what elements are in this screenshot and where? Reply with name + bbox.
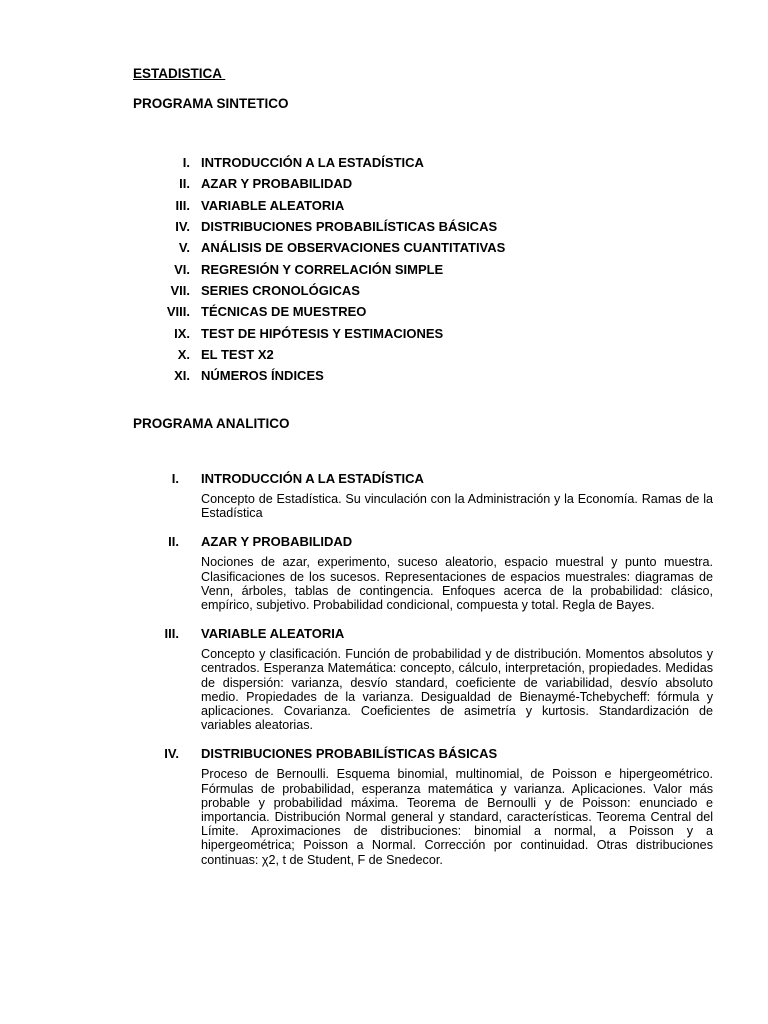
sintetico-item-number: VI. <box>174 261 190 277</box>
sintetico-item-label: INTRODUCCIÓN A LA ESTADÍSTICA <box>201 155 424 171</box>
sintetico-item-label: TEST DE HIPÓTESIS Y ESTIMACIONES <box>201 325 444 341</box>
sintetico-item <box>133 365 653 386</box>
sintetico-item <box>133 301 653 322</box>
sintetico-item <box>133 280 653 301</box>
unit-number: II. <box>168 534 179 550</box>
sintetico-heading: PROGRAMA SINTETICO <box>133 96 289 111</box>
unit-description: Concepto y clasificación. Función de probabilidad y de distribución. Momentos absolutos y centrados. Esperanza Matemática: concepto, cálculo, interpretación, propiedades. Medidas de dispersión: varianza, desvío standard, coeficiente de variabilidad, desvío absoluto medio. Propiedades de la varianza. Desigualdad de Bienaymé-Tchebycheff: fórmula y aplicaciones. Covarianza. Coeficientes de asimetría y kurtosis. Standardización de variables aleatorias. <box>201 647 713 733</box>
sintetico-item-label: TÉCNICAS DE MUESTREO <box>201 304 367 320</box>
unit-heading <box>133 534 713 550</box>
unit-number: IV. <box>164 746 179 762</box>
analitico-heading: PROGRAMA ANALITICO <box>133 416 290 431</box>
sintetico-item-label: NÚMEROS ÍNDICES <box>201 368 324 384</box>
unit-description: Nociones de azar, experimento, suceso aleatorio, espacio muestral y punto muestra. Clasificaciones de los sucesos. Representaciones de espacios muestrales: diagramas de Venn, árboles, tablas de contingencia. Enfoques acerca de la probabilidad: clásico, empírico, subjetivo. Probabilidad condicional, compuesta y total. Regla de Bayes. <box>201 555 713 613</box>
unit-number: I. <box>171 471 179 486</box>
sintetico-item-label: VARIABLE ALEATORIA <box>201 197 345 213</box>
sintetico-item <box>133 344 653 365</box>
analitico-unit <box>133 626 713 732</box>
sintetico-item-label: SERIES CRONOLÓGICAS <box>201 282 360 298</box>
sintetico-item-label: REGRESIÓN Y CORRELACIÓN SIMPLE <box>201 261 444 277</box>
document-title: ESTADISTICA <box>133 66 226 81</box>
sintetico-item <box>133 258 653 279</box>
unit-title: AZAR Y PROBABILIDAD <box>201 534 353 550</box>
unit-number: III. <box>164 626 179 642</box>
sintetico-item <box>133 152 653 173</box>
sintetico-item-number: VIII. <box>166 304 190 320</box>
sintetico-list <box>133 152 653 386</box>
unit-title: INTRODUCCIÓN A LA ESTADÍSTICA <box>201 471 424 486</box>
sintetico-item-label: AZAR Y PROBABILIDAD <box>201 176 353 192</box>
unit-heading <box>133 746 713 762</box>
sintetico-item <box>133 173 653 194</box>
sintetico-item-number: IV. <box>175 219 190 235</box>
unit-description: Proceso de Bernoulli. Esquema binomial, multinomial, de Poisson e hipergeométrico. Fórmulas de probabilidad, esperanza matemática y varianza. Aplicaciones. Valor más probable y probabilidad máxima. Teorema de Bernoulli y de Poisson: enunciado e importancia. Distribución Normal general y standard, características. Teorema Central del Límite. Aproximaciones de distribuciones: binomial a normal, a Poisson y a hipergeométrica; Poisson a Normal. Corrección por continuidad. Otras distribuciones continuas: χ2, t de Student, F de Snedecor. <box>201 767 713 867</box>
sintetico-item <box>133 322 653 343</box>
analitico-unit <box>133 471 713 520</box>
sintetico-item <box>133 195 653 216</box>
sintetico-item-number: X. <box>177 346 190 362</box>
sintetico-item-label: ANÁLISIS DE OBSERVACIONES CUANTITATIVAS <box>201 240 506 256</box>
sintetico-item-number: VII. <box>170 282 190 298</box>
unit-description: Concepto de Estadística. Su vinculación con la Administración y la Economía. Ramas de la Estadística <box>201 492 713 521</box>
sintetico-item-number: V. <box>178 240 190 256</box>
unit-heading <box>133 626 713 642</box>
sintetico-item-number: XI. <box>174 368 190 384</box>
unit-heading <box>133 471 713 487</box>
sintetico-item <box>133 216 653 237</box>
sintetico-item-number: IX. <box>174 325 190 341</box>
sintetico-item-number: II. <box>179 176 190 192</box>
sintetico-item-label: EL TEST X2 <box>201 346 274 362</box>
sintetico-item-number: I. <box>182 155 190 171</box>
unit-title: VARIABLE ALEATORIA <box>201 626 345 642</box>
unit-title: DISTRIBUCIONES PROBABILÍSTICAS BÁSICAS <box>201 746 498 762</box>
analitico-unit <box>133 746 713 866</box>
sintetico-item-number: III. <box>175 197 190 213</box>
analitico-list <box>133 471 713 881</box>
sintetico-item-label: DISTRIBUCIONES PROBABILÍSTICAS BÁSICAS <box>201 219 498 235</box>
sintetico-item <box>133 237 653 258</box>
analitico-unit <box>133 534 713 612</box>
